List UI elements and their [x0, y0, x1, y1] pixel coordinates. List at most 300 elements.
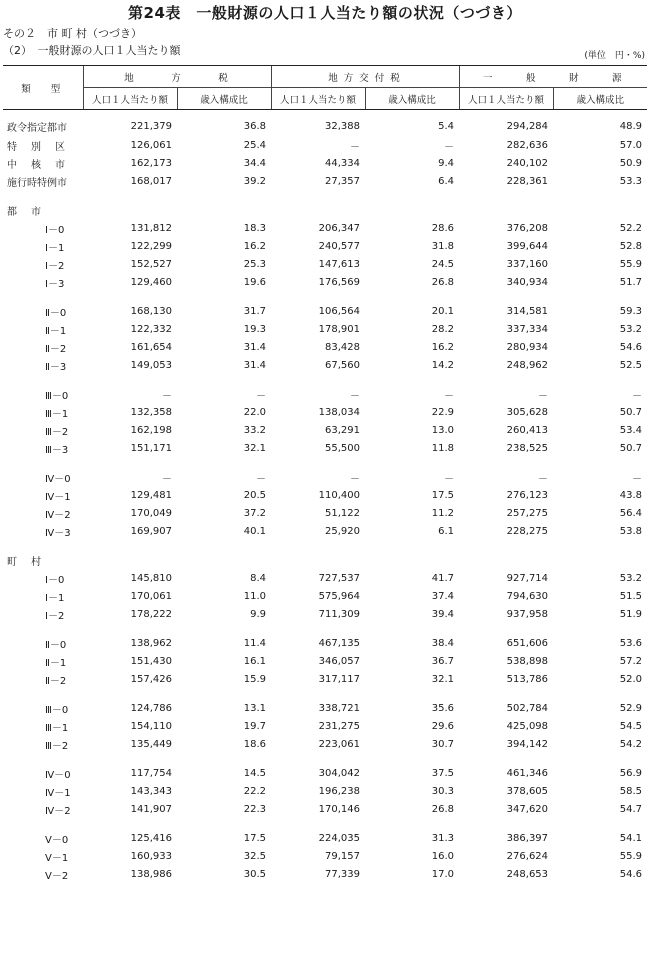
- local-allocation-tax-header: 地方交付税: [271, 66, 459, 88]
- table-row: [3, 605, 647, 623]
- header-row-groups: [3, 66, 647, 88]
- table-row: [3, 302, 647, 320]
- table-row: [3, 847, 647, 865]
- table-cell: 6.1: [438, 525, 455, 537]
- table-cell: [459, 551, 553, 569]
- table-cell: 240,102: [506, 157, 549, 169]
- table-cell: 16.2: [243, 240, 267, 252]
- table-cell: 30.5: [243, 868, 267, 880]
- table-cell: 39.2: [243, 175, 267, 187]
- table-cell: 24.5: [431, 258, 455, 270]
- row-label: Ⅰ－2: [45, 260, 65, 272]
- table-row: [3, 587, 647, 605]
- table-cell: －: [350, 390, 361, 402]
- table-cell: 176,569: [318, 276, 361, 288]
- type-header: 類型: [3, 66, 83, 110]
- table-cell: 280,934: [506, 341, 549, 353]
- table-cell: 34.4: [243, 157, 267, 169]
- row-label: Ⅱ－2: [45, 343, 67, 355]
- table-row: [3, 273, 647, 291]
- table-cell: 106,564: [318, 305, 361, 317]
- table-cell: 178,222: [130, 608, 172, 620]
- table-cell: 314,581: [506, 305, 549, 317]
- table-cell: 337,334: [506, 323, 549, 335]
- table-row: [3, 255, 647, 273]
- row-label: Ⅱ－2: [45, 675, 67, 687]
- table-cell: [177, 551, 271, 569]
- table-cell: 260,413: [506, 424, 549, 436]
- table-cell: 178,901: [318, 323, 361, 335]
- per-capita-header: 人口１人当たり額: [83, 88, 177, 110]
- table-cell: [83, 551, 177, 569]
- table-cell: 138,034: [318, 406, 361, 418]
- table-cell: [271, 551, 365, 569]
- table-row: [3, 421, 647, 439]
- table-cell: 170,146: [318, 803, 361, 815]
- table-cell: 50.7: [619, 406, 643, 418]
- table-cell: 378,605: [506, 785, 549, 797]
- table-cell: 57.2: [619, 655, 643, 667]
- table-cell: 160,933: [130, 850, 172, 862]
- table-cell: －: [632, 473, 643, 485]
- table-cell: 927,714: [506, 572, 549, 584]
- table-cell: 149,053: [130, 359, 172, 371]
- row-label: Ⅰ－0: [45, 224, 65, 236]
- table-cell: 461,346: [506, 767, 549, 779]
- spacer-cell: [3, 753, 647, 764]
- table-cell: 53.8: [619, 525, 643, 537]
- table-cell: －: [444, 390, 455, 402]
- table-cell: 196,238: [318, 785, 361, 797]
- row-label: 町村: [7, 556, 55, 568]
- table-cell: 22.9: [431, 406, 455, 418]
- table-cell: 276,624: [506, 850, 549, 862]
- table-row: [3, 439, 647, 457]
- table-cell: 51.7: [619, 276, 643, 288]
- table-cell: 48.9: [619, 120, 643, 132]
- table-cell: 22.2: [243, 785, 267, 797]
- table-cell: 36.8: [243, 120, 267, 132]
- row-label: Ⅰ－2: [45, 610, 65, 622]
- per-capita-header: 人口１人当たり額: [271, 88, 365, 110]
- per-capita-header: 人口１人当たり額: [459, 88, 553, 110]
- table-cell: [365, 201, 459, 219]
- table-row: [3, 504, 647, 522]
- table-cell: 126,061: [130, 139, 172, 151]
- table-cell: 51.9: [619, 608, 643, 620]
- table-subtitle: （2） 一般財源の人口１人当たり額: [3, 44, 181, 57]
- table-cell: 223,061: [318, 738, 361, 750]
- table-cell: 39.4: [431, 608, 455, 620]
- table-row: [3, 110, 647, 137]
- table-cell: 55.9: [619, 258, 643, 270]
- table-cell: 231,275: [318, 720, 361, 732]
- table-cell: 14.5: [243, 767, 267, 779]
- table-row: [3, 735, 647, 753]
- table-cell: 161,654: [130, 341, 172, 353]
- table-cell: 228,275: [506, 525, 549, 537]
- header-row-columns: [3, 88, 647, 110]
- table-row: [3, 385, 647, 403]
- table-cell: 11.8: [431, 442, 455, 454]
- table-cell: 52.9: [619, 702, 643, 714]
- table-cell: 37.5: [431, 767, 455, 779]
- spacer-cell: [3, 190, 647, 201]
- table-cell: 22.3: [243, 803, 267, 815]
- table-row: [3, 486, 647, 504]
- table-cell: 16.0: [431, 850, 455, 862]
- table-cell: 54.6: [619, 341, 643, 353]
- table-cell: 399,644: [506, 240, 549, 252]
- table-cell: 54.6: [619, 868, 643, 880]
- table-cell: 337,160: [506, 258, 549, 270]
- table-cell: 346,057: [318, 655, 361, 667]
- table-cell: 51.5: [619, 590, 643, 602]
- table-cell: 304,042: [318, 767, 361, 779]
- table-cell: 294,284: [506, 120, 549, 132]
- table-cell: 17.0: [431, 868, 455, 880]
- table-cell: 83,428: [325, 341, 361, 353]
- general-revenue-header: 一 般 財 源: [459, 66, 647, 88]
- table-cell: 54.2: [619, 738, 643, 750]
- table-cell: 53.4: [619, 424, 643, 436]
- table-cell: 11.0: [243, 590, 267, 602]
- table-cell: 152,527: [130, 258, 172, 270]
- table-cell: 26.8: [431, 803, 455, 815]
- table-cell: 131,812: [130, 222, 172, 234]
- table-cell: 50.7: [619, 442, 643, 454]
- row-label: Ⅳ－2: [45, 805, 71, 817]
- table-cell: －: [632, 390, 643, 402]
- row-label: Ⅲ－1: [45, 408, 69, 420]
- table-cell: 8.4: [250, 572, 267, 584]
- table-cell: 338,721: [318, 702, 361, 714]
- table-cell: 502,784: [506, 702, 549, 714]
- table-row: [3, 320, 647, 338]
- table-row: [3, 201, 647, 219]
- table-cell: 56.4: [619, 507, 643, 519]
- row-label: Ⅴ－0: [45, 834, 69, 846]
- table-cell: －: [256, 390, 267, 402]
- spacer-cell: [3, 688, 647, 699]
- table-cell: －: [444, 141, 455, 153]
- table-row: [3, 338, 647, 356]
- row-label: 中核市: [7, 159, 79, 171]
- spacer-row: [3, 457, 647, 468]
- table-cell: 18.6: [243, 738, 267, 750]
- table-cell: 31.4: [243, 341, 267, 353]
- table-cell: －: [256, 473, 267, 485]
- table-cell: 135,449: [130, 738, 172, 750]
- row-label: Ⅲ－3: [45, 444, 69, 456]
- table-row: [3, 670, 647, 688]
- table-cell: 14.2: [431, 359, 455, 371]
- table-cell: 794,630: [506, 590, 549, 602]
- table-row: [3, 634, 647, 652]
- table-cell: 13.0: [431, 424, 455, 436]
- table-cell: 22.0: [243, 406, 267, 418]
- spacer-cell: [3, 623, 647, 634]
- table-cell: 305,628: [506, 406, 549, 418]
- table-cell: 54.7: [619, 803, 643, 815]
- table-cell: 147,613: [318, 258, 361, 270]
- table-cell: [459, 201, 553, 219]
- row-label: Ⅰ－0: [45, 574, 65, 586]
- table-cell: 467,135: [318, 637, 361, 649]
- table-cell: 31.7: [243, 305, 267, 317]
- table-cell: 282,636: [506, 139, 549, 151]
- table-cell: 5.4: [438, 120, 455, 132]
- table-cell: 15.9: [243, 673, 267, 685]
- table-cell: 38.4: [431, 637, 455, 649]
- row-label: Ⅲ－0: [45, 704, 69, 716]
- spacer-cell: [3, 457, 647, 468]
- row-label: Ⅳ－0: [45, 473, 71, 485]
- table-cell: －: [538, 473, 549, 485]
- table-cell: 138,986: [130, 868, 172, 880]
- table-cell: [553, 551, 647, 569]
- table-cell: 16.1: [243, 655, 267, 667]
- table-cell: 19.6: [243, 276, 267, 288]
- row-label: Ⅲ－2: [45, 740, 69, 752]
- row-label: Ⅴ－2: [45, 870, 69, 882]
- table-cell: [271, 201, 365, 219]
- unit-note: (単位 円・%): [584, 51, 645, 61]
- table-cell: 55,500: [325, 442, 361, 454]
- row-label: 施行時特例市: [7, 177, 67, 189]
- table-cell: 25.4: [243, 139, 267, 151]
- table-cell: 206,347: [318, 222, 361, 234]
- table-cell: 30.7: [431, 738, 455, 750]
- table-cell: 162,173: [130, 157, 172, 169]
- table-cell: 122,299: [130, 240, 172, 252]
- table-cell: 16.2: [431, 341, 455, 353]
- table-cell: 20.1: [431, 305, 455, 317]
- table-cell: 54.5: [619, 720, 643, 732]
- table-cell: 727,537: [318, 572, 361, 584]
- table-cell: 63,291: [325, 424, 361, 436]
- table-cell: －: [162, 390, 172, 402]
- table-cell: 132,358: [130, 406, 172, 418]
- table-cell: 58.5: [619, 785, 643, 797]
- table-row: [3, 699, 647, 717]
- table-cell: －: [538, 390, 549, 402]
- table-title: 第24表 一般財源の人口１人当たり額の状況（つづき）: [128, 4, 522, 22]
- local-tax-header: 地 方 税: [83, 66, 271, 88]
- table-cell: 20.5: [243, 489, 267, 501]
- table-cell: 238,525: [506, 442, 549, 454]
- row-label: Ⅱ－1: [45, 325, 67, 337]
- table-cell: 28.2: [431, 323, 455, 335]
- table-cell: 40.1: [243, 525, 267, 537]
- spacer-row: [3, 374, 647, 385]
- table-cell: 32,388: [325, 120, 361, 132]
- table-cell: 37.4: [431, 590, 455, 602]
- table-row: [3, 522, 647, 540]
- row-label: 特別区: [7, 141, 79, 153]
- table-cell: －: [444, 473, 455, 485]
- table-cell: 51,122: [325, 507, 361, 519]
- table-cell: 9.9: [250, 608, 267, 620]
- table-cell: 162,198: [130, 424, 172, 436]
- table-cell: 26.8: [431, 276, 455, 288]
- table-cell: 36.7: [431, 655, 455, 667]
- row-label: Ⅳ－0: [45, 769, 71, 781]
- table-cell: 59.3: [619, 305, 643, 317]
- table-cell: 141,907: [130, 803, 172, 815]
- table-cell: 25,920: [325, 525, 361, 537]
- table-cell: 386,397: [506, 832, 549, 844]
- table-cell: 651,606: [506, 637, 549, 649]
- table-cell: 32.1: [243, 442, 267, 454]
- row-label: Ⅱ－0: [45, 307, 67, 319]
- table-cell: 276,123: [506, 489, 549, 501]
- table-cell: 54.1: [619, 832, 643, 844]
- spacer-row: [3, 623, 647, 634]
- table-cell: 35.6: [431, 702, 455, 714]
- table-cell: 257,275: [506, 507, 549, 519]
- section-subtitle: その２ 市 町 村（つづき）: [3, 27, 142, 40]
- table-cell: 53.2: [619, 572, 643, 584]
- table-cell: 248,962: [506, 359, 549, 371]
- ratio-header: 歳入構成比: [553, 88, 647, 110]
- table-cell: 31.8: [431, 240, 455, 252]
- table-row: [3, 237, 647, 255]
- table-cell: 125,416: [130, 832, 172, 844]
- table-cell: 425,098: [506, 720, 549, 732]
- table-cell: 151,430: [130, 655, 172, 667]
- table-cell: 317,117: [318, 673, 361, 685]
- spacer-row: [3, 540, 647, 551]
- table-cell: 169,907: [130, 525, 172, 537]
- table-cell: 151,171: [130, 442, 172, 454]
- table-cell: 9.4: [438, 157, 455, 169]
- table-cell: 711,309: [318, 608, 361, 620]
- row-label: Ⅰ－3: [45, 278, 65, 290]
- table-cell: 79,157: [325, 850, 361, 862]
- table-cell: 154,110: [130, 720, 172, 732]
- table-cell: 129,460: [130, 276, 172, 288]
- table-row: [3, 782, 647, 800]
- table-cell: 224,035: [318, 832, 361, 844]
- table-cell: 538,898: [506, 655, 549, 667]
- table-cell: 17.5: [243, 832, 267, 844]
- table-cell: 937,958: [506, 608, 549, 620]
- table-cell: [553, 201, 647, 219]
- table-cell: 28.6: [431, 222, 455, 234]
- table-cell: 17.5: [431, 489, 455, 501]
- table-cell: 41.7: [431, 572, 455, 584]
- table-cell: 143,343: [130, 785, 172, 797]
- table-cell: 376,208: [506, 222, 549, 234]
- table-cell: 57.0: [619, 139, 643, 151]
- table-cell: 25.3: [243, 258, 267, 270]
- spacer-row: [3, 291, 647, 302]
- table-row: [3, 403, 647, 421]
- table-cell: 77,339: [325, 868, 361, 880]
- row-label: Ⅳ－1: [45, 491, 71, 503]
- table-cell: 394,142: [506, 738, 549, 750]
- table-row: [3, 172, 647, 190]
- table-cell: －: [162, 473, 172, 485]
- table-cell: [83, 201, 177, 219]
- table-cell: 43.8: [619, 489, 643, 501]
- table-cell: 52.0: [619, 673, 643, 685]
- spacer-row: [3, 190, 647, 201]
- table-cell: 50.9: [619, 157, 643, 169]
- table-cell: 53.2: [619, 323, 643, 335]
- table-cell: 13.1: [243, 702, 267, 714]
- table-cell: 117,754: [130, 767, 172, 779]
- spacer-cell: [3, 818, 647, 829]
- table-cell: 575,964: [318, 590, 361, 602]
- row-label: Ⅱ－0: [45, 639, 67, 651]
- table-cell: 11.2: [431, 507, 455, 519]
- table-cell: 168,130: [130, 305, 172, 317]
- row-label: Ⅲ－0: [45, 390, 69, 402]
- table-cell: 52.5: [619, 359, 643, 371]
- table-cell: 129,481: [130, 489, 172, 501]
- table-cell: 124,786: [130, 702, 172, 714]
- row-label: Ⅴ－1: [45, 852, 69, 864]
- row-label: Ⅰ－1: [45, 242, 65, 254]
- spacer-cell: [3, 540, 647, 551]
- row-label: 政令指定都市: [7, 122, 67, 134]
- table-cell: 168,017: [130, 175, 172, 187]
- table-cell: 33.2: [243, 424, 267, 436]
- table-cell: [177, 201, 271, 219]
- table-cell: 32.1: [431, 673, 455, 685]
- table-body: [3, 110, 647, 884]
- spacer-cell: [3, 291, 647, 302]
- row-label: Ⅰ－1: [45, 592, 65, 604]
- table-cell: 122,332: [130, 323, 172, 335]
- row-label: Ⅱ－3: [45, 361, 67, 373]
- table-row: [3, 865, 647, 883]
- table-cell: 19.3: [243, 323, 267, 335]
- table-cell: 52.8: [619, 240, 643, 252]
- table-row: [3, 764, 647, 782]
- table-row: [3, 569, 647, 587]
- table-row: [3, 356, 647, 374]
- table-row: [3, 829, 647, 847]
- table-cell: 32.5: [243, 850, 267, 862]
- ratio-header: 歳入構成比: [365, 88, 459, 110]
- table-cell: 44,334: [325, 157, 361, 169]
- table-cell: 37.2: [243, 507, 267, 519]
- table-cell: 513,786: [506, 673, 549, 685]
- row-label: Ⅳ－3: [45, 527, 71, 539]
- table-cell: 56.9: [619, 767, 643, 779]
- table-cell: 138,962: [130, 637, 172, 649]
- table-cell: 347,620: [506, 803, 549, 815]
- table-cell: 29.6: [431, 720, 455, 732]
- row-label: Ⅳ－2: [45, 509, 71, 521]
- table-cell: 27,357: [325, 175, 361, 187]
- table-cell: 53.3: [619, 175, 643, 187]
- table-cell: 228,361: [506, 175, 549, 187]
- row-label: 都市: [7, 206, 55, 218]
- table-cell: －: [350, 141, 361, 153]
- table-cell: 53.6: [619, 637, 643, 649]
- row-label: Ⅳ－1: [45, 787, 71, 799]
- table-cell: 11.4: [243, 637, 267, 649]
- table-cell: 19.7: [243, 720, 267, 732]
- table-row: [3, 154, 647, 172]
- table-row: [3, 551, 647, 569]
- table-cell: 170,061: [130, 590, 172, 602]
- table-cell: 6.4: [438, 175, 455, 187]
